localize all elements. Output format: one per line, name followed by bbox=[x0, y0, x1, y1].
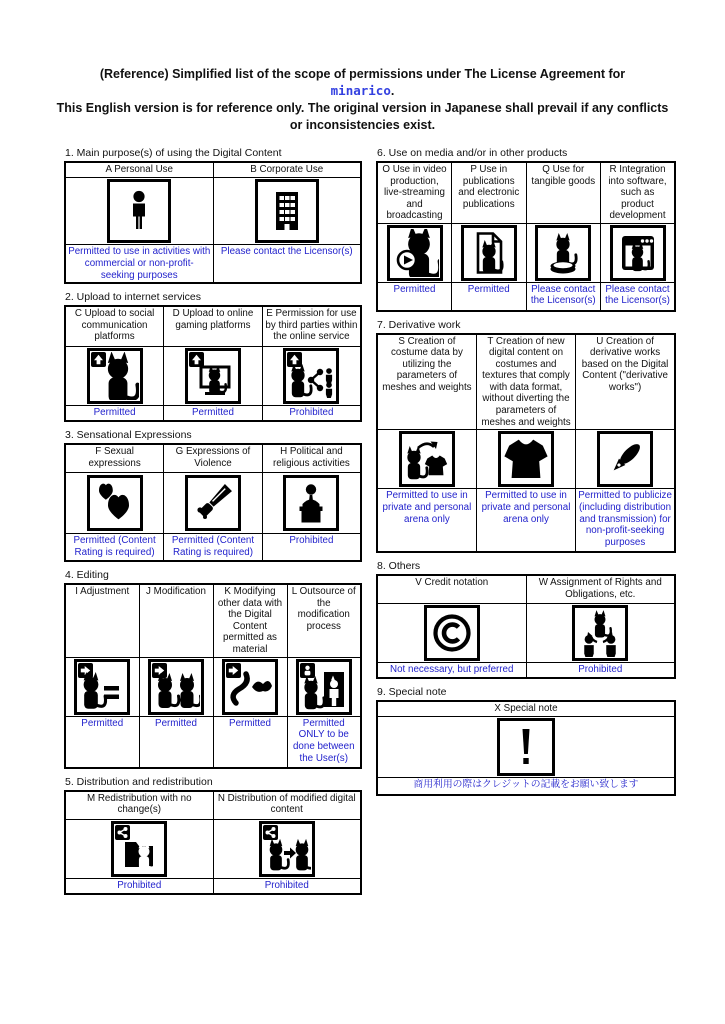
column-header-cell: H Political and religious activities bbox=[262, 444, 361, 473]
section-heading: 6. Use on media and/or in other products bbox=[377, 147, 568, 159]
permissions-table bbox=[376, 700, 676, 796]
folder-share-icon bbox=[111, 821, 167, 877]
section-heading: 5. Distribution and redistribution bbox=[65, 775, 213, 788]
column-header-cell: S Creation of costume data by utilizing the parameters of meshes and weights bbox=[377, 334, 476, 430]
section-6 bbox=[376, 147, 676, 312]
status-text: Prohibited bbox=[262, 406, 361, 422]
section-9 bbox=[376, 686, 676, 796]
section-1 bbox=[64, 147, 362, 284]
icon-cell bbox=[262, 473, 361, 534]
section-heading: 4. Editing bbox=[65, 569, 109, 582]
column-header-cell: B Corporate Use bbox=[213, 162, 361, 178]
status-text: Prohibited bbox=[526, 663, 675, 679]
column-header-cell: G Expressions of Violence bbox=[164, 444, 263, 473]
permissions-table bbox=[64, 790, 362, 895]
status-text: Permitted to use in activities with commercial or non-profit-seeking purposes bbox=[65, 245, 213, 284]
section-4 bbox=[64, 569, 362, 768]
status-text: Not necessary, but preferred bbox=[377, 663, 526, 679]
icon-cell bbox=[476, 430, 575, 489]
icon-cell bbox=[377, 223, 452, 282]
icon-cell bbox=[65, 657, 139, 716]
section-8 bbox=[376, 560, 676, 679]
icon-cell bbox=[526, 604, 675, 663]
monitor-cat-upload-icon bbox=[185, 348, 241, 404]
icon-cell bbox=[65, 347, 164, 406]
column-header-cell: J Modification bbox=[139, 584, 213, 657]
column-header-cell: M Redistribution with no change(s) bbox=[65, 791, 213, 820]
costume-icon bbox=[498, 431, 554, 487]
section-heading: 1. Main purpose(s) of using the Digital Content bbox=[65, 147, 282, 159]
icon-cell bbox=[213, 819, 361, 878]
column-header-cell: P Use in publications and electronic publications bbox=[452, 162, 527, 223]
status-text: Permitted (Content Rating is required) bbox=[65, 534, 164, 562]
status-text: Permitted to use in private and personal arena only bbox=[377, 489, 476, 553]
software-window-cat-icon bbox=[610, 225, 666, 281]
status-text: Prohibited bbox=[262, 534, 361, 562]
cat-modification-icon bbox=[148, 659, 204, 715]
section-heading: 7. Derivative work bbox=[377, 318, 461, 331]
icon-cell bbox=[287, 657, 361, 716]
permissions-table bbox=[64, 305, 362, 422]
hearts-icon bbox=[87, 475, 143, 531]
section-heading: 9. Special note bbox=[377, 686, 447, 699]
icon-cell bbox=[452, 223, 527, 282]
person-icon bbox=[107, 179, 171, 243]
cat-parts-material-icon bbox=[222, 659, 278, 715]
column-header-cell: T Creation of new digital content on costumes and textures that comply with data format, without diverting the parameters of meshes and weights bbox=[476, 334, 575, 430]
document-cat-icon bbox=[461, 225, 517, 281]
cat-upload-icon bbox=[87, 348, 143, 404]
section-heading: 2. Upload to internet services bbox=[65, 291, 201, 304]
cat-adjust-equals-icon bbox=[74, 659, 130, 715]
knife-icon bbox=[185, 475, 241, 531]
icon-cell bbox=[213, 178, 361, 245]
column-header-cell: C Upload to social communication platforms bbox=[65, 306, 164, 347]
section-heading: 8. Others bbox=[377, 560, 421, 573]
video-cat-icon bbox=[387, 225, 443, 281]
right-column bbox=[376, 147, 676, 803]
icon-cell bbox=[262, 347, 361, 406]
icon-cell bbox=[377, 604, 526, 663]
icon-cell bbox=[526, 223, 601, 282]
title-line: (Reference) Simplified list of the scope of permissions under The License Agreement for bbox=[99, 67, 626, 81]
icon-cell bbox=[377, 430, 476, 489]
status-text: Permitted bbox=[65, 406, 164, 422]
status-text: Permitted ONLY to be done between the User(s) bbox=[287, 716, 361, 768]
outsource-door-icon bbox=[296, 659, 352, 715]
permissions-table bbox=[376, 161, 676, 312]
column-header-cell: X Special note bbox=[377, 701, 675, 717]
status-text: Permitted bbox=[213, 716, 287, 768]
icon-cell bbox=[139, 657, 213, 716]
podium-speaker-icon bbox=[283, 475, 339, 531]
icon-cell bbox=[164, 347, 263, 406]
column-header-cell: O Use in video production, live-streaming and broadcasting bbox=[377, 162, 452, 223]
status-text: Please contact the Licensor(s) bbox=[213, 245, 361, 284]
section-2 bbox=[64, 291, 362, 422]
status-text: Permitted to publicize (including distribution and transmission) for non-profit-seeking purposes bbox=[576, 489, 675, 553]
permissions-table bbox=[376, 333, 676, 553]
column-header-cell: Q Use for tangible goods bbox=[526, 162, 601, 223]
status-text: Prohibited bbox=[213, 878, 361, 894]
column-header-cell: V Credit notation bbox=[377, 575, 526, 604]
figurine-icon bbox=[535, 225, 591, 281]
third-party-share-upload-icon bbox=[283, 348, 339, 404]
disclaimer-text: This English version is for reference only. The original version in Japanese shall prevail if any conflicts or inconsistencies exist. bbox=[56, 100, 669, 132]
cat-to-costume-icon bbox=[399, 431, 455, 487]
column-header-cell: F Sexual expressions bbox=[65, 444, 164, 473]
status-text: Permitted (Content Rating is required) bbox=[164, 534, 263, 562]
icon-cell bbox=[601, 223, 676, 282]
icon-cell bbox=[65, 178, 213, 245]
document-title bbox=[53, 66, 673, 134]
product-name: minarico bbox=[330, 82, 391, 98]
column-header-cell: L Outsource of the modification process bbox=[287, 584, 361, 657]
status-text: Permitted bbox=[452, 282, 527, 311]
copyright-icon bbox=[424, 605, 480, 661]
status-text: Please contact the Licensor(s) bbox=[601, 282, 676, 311]
product-suffix: . bbox=[390, 83, 395, 98]
icon-cell bbox=[164, 473, 263, 534]
status-text: Prohibited bbox=[65, 878, 213, 894]
column-header-cell: D Upload to online gaming platforms bbox=[164, 306, 263, 347]
column-header-cell: U Creation of derivative works based on the Digital Content ("derivative works") bbox=[576, 334, 675, 430]
exclamation-icon bbox=[497, 718, 555, 776]
status-text: Permitted bbox=[164, 406, 263, 422]
fountain-pen-icon bbox=[597, 431, 653, 487]
icon-cell bbox=[576, 430, 675, 489]
column-header-cell: W Assignment of Rights and Obligations, etc. bbox=[526, 575, 675, 604]
permissions-table bbox=[376, 574, 676, 679]
status-text: Permitted bbox=[139, 716, 213, 768]
section-7 bbox=[376, 319, 676, 553]
icon-cell bbox=[65, 473, 164, 534]
column-header-cell: I Adjustment bbox=[65, 584, 139, 657]
section-5 bbox=[64, 776, 362, 895]
section-3 bbox=[64, 429, 362, 562]
permissions-table bbox=[64, 161, 362, 284]
left-column bbox=[64, 147, 362, 902]
column-header-cell: R Integration into software, such as product development bbox=[601, 162, 676, 223]
status-text: Permitted to use in private and personal arena only bbox=[476, 489, 575, 553]
column-header-cell: N Distribution of modified digital content bbox=[213, 791, 361, 820]
status-text: Permitted bbox=[377, 282, 452, 311]
section-heading: 3. Sensational Expressions bbox=[65, 429, 192, 442]
icon-cell bbox=[377, 717, 675, 778]
permissions-table bbox=[64, 583, 362, 768]
icon-cell bbox=[213, 657, 287, 716]
status-text: Please contact the Licensor(s) bbox=[526, 282, 601, 311]
column-header-cell: A Personal Use bbox=[65, 162, 213, 178]
rights-assignment-people-icon bbox=[572, 605, 628, 661]
icon-cell bbox=[65, 819, 213, 878]
column-header-cell: K Modifying other data with the Digital Content permitted as material bbox=[213, 584, 287, 657]
building-icon bbox=[255, 179, 319, 243]
permissions-table bbox=[64, 443, 362, 562]
status-text: Permitted bbox=[65, 716, 139, 768]
modified-share-icon bbox=[259, 821, 315, 877]
column-header-cell: E Permission for use by third parties within the online service bbox=[262, 306, 361, 347]
status-text: 商用利用の際はクレジットの記載をお願い致します bbox=[377, 778, 675, 796]
